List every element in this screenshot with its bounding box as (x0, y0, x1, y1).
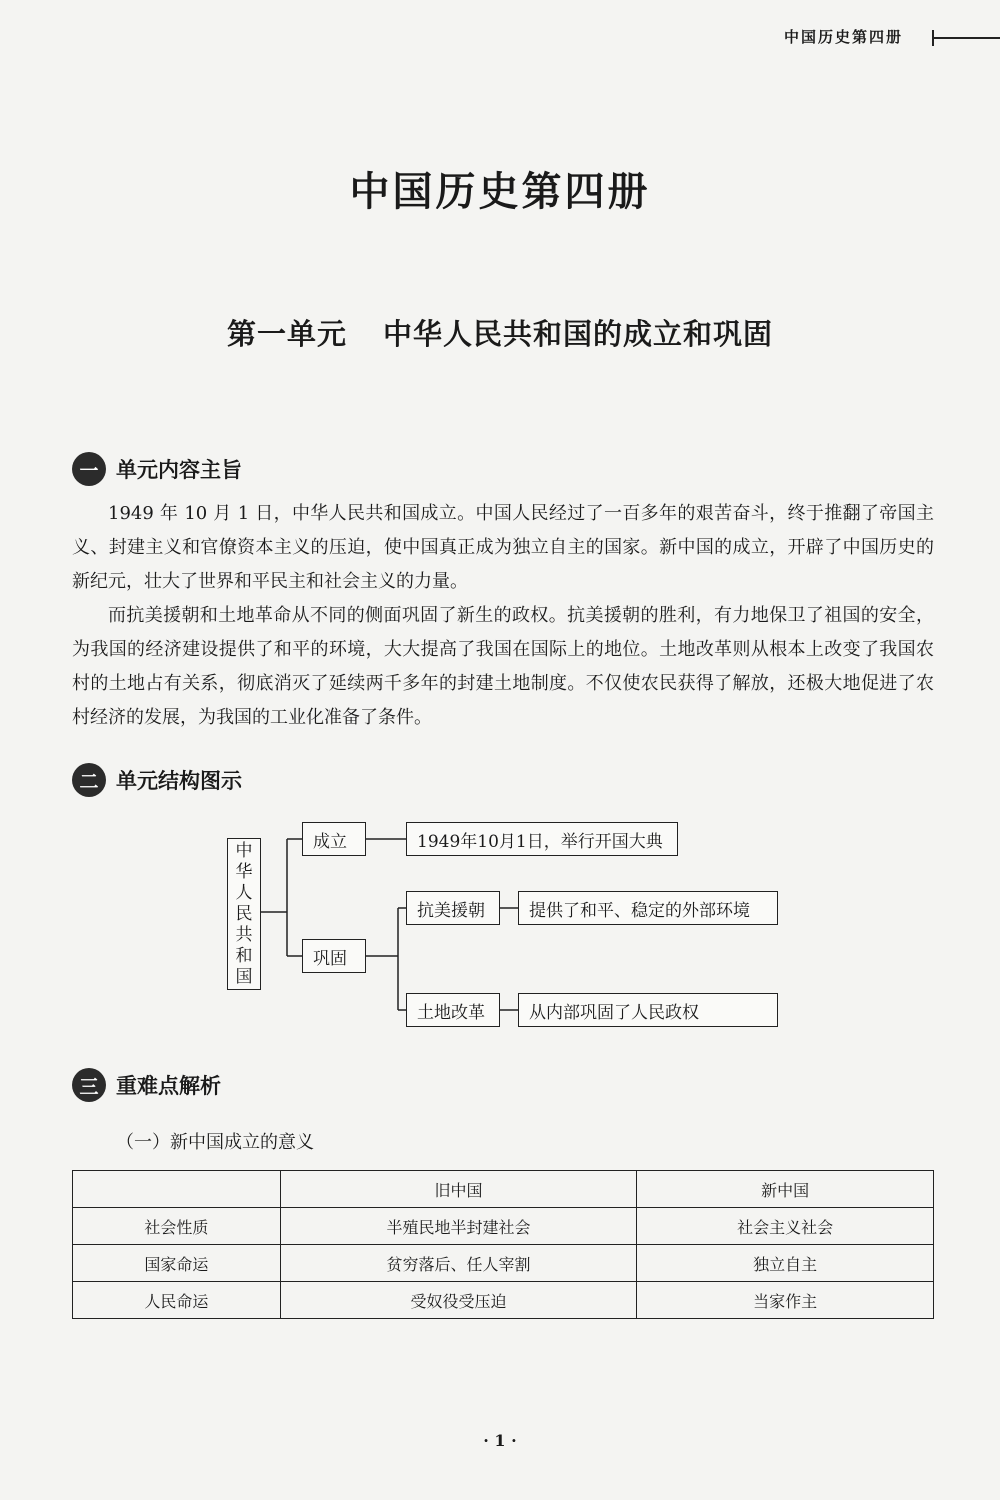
running-header-line (934, 37, 1000, 39)
root-char: 民 (235, 903, 253, 924)
paragraph-1: 1949 年 10 月 1 日，中华人民共和国成立。中国人民经过了一百多年的艰苦奋斗，终于推翻了帝国主义、封建主义和官僚资本主义的压迫，使中国真正成为独立自主的国家。新中国的成立，开辟了中国历史的新纪元，壮大了世界和平民主和社会主义的力量。 (72, 503, 934, 592)
section-heading-2 (72, 762, 242, 798)
diagram-node-land-reform-detail: 从内部巩固了人民政权 (518, 993, 778, 1027)
table-cell: 当家作主 (637, 1282, 934, 1319)
table-cell: 半殖民地半封建社会 (280, 1208, 637, 1245)
diagram-node-founding: 成立 (302, 822, 366, 856)
table-row (73, 1245, 934, 1282)
diagram-node-korean-war-detail: 提供了和平、稳定的外部环境 (518, 891, 778, 925)
table-header-cell (73, 1171, 281, 1208)
table-cell: 受奴役受压迫 (280, 1282, 637, 1319)
paragraph-2: 而抗美援朝和土地革命从不同的侧面巩固了新生的政权。抗美援朝的胜利，有力地保卫了祖国的安全，为我国的经济建设提供了和平的环境，大大提高了我国在国际上的地位。土地改革则从根本上改变了我国农村的土地占有关系，彻底消灭了延续两千多年的封建土地制度。不仅使农民获得了解放，还极大地促进了农村经济的发展，为我国的工业化准备了条件。 (72, 605, 934, 728)
table-header-row (73, 1171, 934, 1208)
root-char: 华 (235, 861, 253, 882)
table-cell: 社会性质 (73, 1208, 281, 1245)
table-cell: 社会主义社会 (637, 1208, 934, 1245)
root-char: 中 (235, 840, 253, 861)
table-cell: 国家命运 (73, 1245, 281, 1282)
section-number-badge: 二 (72, 763, 106, 797)
diagram-node-korean-war: 抗美援朝 (406, 891, 500, 925)
running-header-title: 中国历史第四册 (784, 28, 904, 46)
section-number-badge: 三 (72, 1068, 106, 1102)
table-cell: 独立自主 (637, 1245, 934, 1282)
unit-title (0, 312, 1000, 353)
section-title: 单元内容主旨 (116, 458, 242, 482)
running-header (760, 26, 1000, 50)
diagram-root-box (227, 838, 261, 990)
section-heading-3 (72, 1067, 221, 1103)
section-title: 重难点解析 (116, 1074, 221, 1098)
comparison-table (72, 1170, 934, 1319)
section-number-badge: 一 (72, 452, 106, 486)
diagram-node-consolidation: 巩固 (302, 939, 366, 973)
table-row (73, 1208, 934, 1245)
section-heading-1 (72, 451, 242, 487)
unit-number: 第一单元 (226, 317, 347, 351)
table-header-cell: 旧中国 (280, 1171, 637, 1208)
table-header-cell: 新中国 (637, 1171, 934, 1208)
table-cell: 贫穷落后、任人宰割 (280, 1245, 637, 1282)
unit-name: 中华人民共和国的成立和巩固 (383, 317, 774, 351)
book-title: 中国历史第四册 (349, 168, 651, 215)
root-char: 和 (235, 945, 253, 966)
root-char: 共 (235, 924, 253, 945)
root-char: 国 (235, 966, 253, 987)
table-row (73, 1282, 934, 1319)
section-title: 单元结构图示 (116, 769, 242, 793)
table-cell: 人民命运 (73, 1282, 281, 1319)
root-char: 人 (235, 882, 253, 903)
diagram-node-land-reform: 土地改革 (406, 993, 500, 1027)
subsection-title: （一）新中国成立的意义 (116, 1132, 314, 1153)
page-number: · 1 · (483, 1431, 517, 1450)
diagram-node-founding-detail: 1949年10月1日，举行开国大典 (406, 822, 678, 856)
